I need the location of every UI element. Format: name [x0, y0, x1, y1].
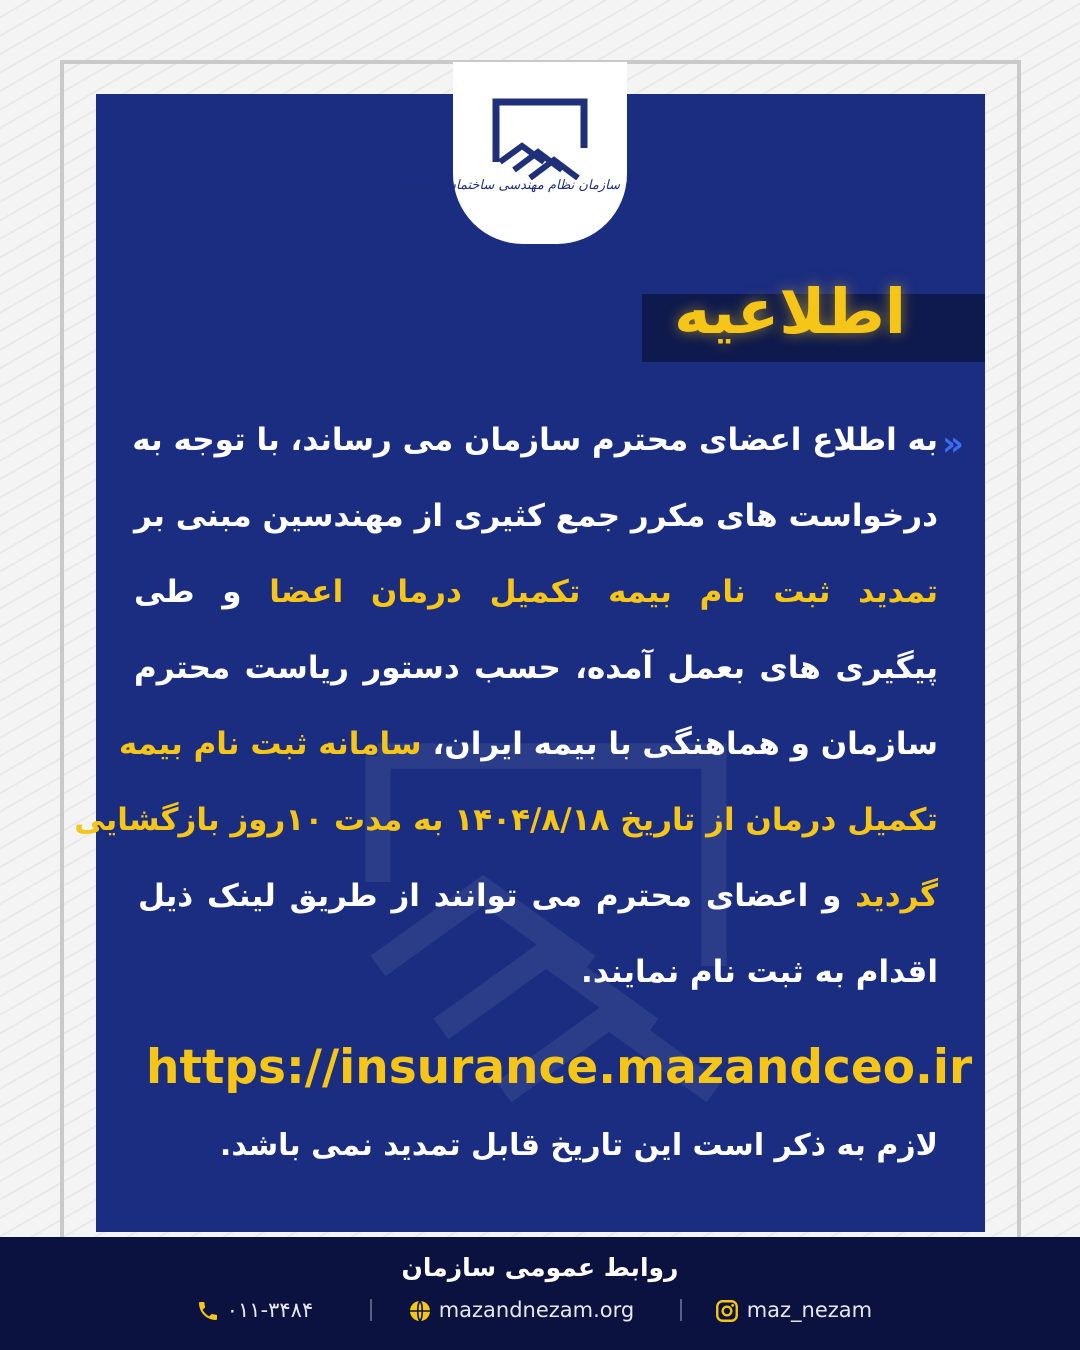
notice-line	[74, 798, 938, 842]
org-name: سازمان نظام مهندسی ساختمان مازندران	[395, 178, 620, 193]
notice-line	[132, 418, 938, 462]
notice-line	[134, 646, 938, 690]
notice-line	[581, 950, 938, 994]
body-text: پیگیری های بعمل آمده، حسب دستور ریاست محترم	[134, 650, 938, 686]
registration-link[interactable]: https://insurance.mazandceo.ir	[146, 1040, 973, 1095]
highlight-text: تمدید ثبت نام بیمه تکمیل درمان اعضا	[269, 574, 938, 610]
body-text: سازمان و هماهنگی با بیمه ایران،	[421, 726, 938, 762]
footer-instagram[interactable]	[714, 1294, 872, 1326]
body-text: به اطلاع اعضای محترم سازمان می رساند، با توجه به	[132, 422, 938, 458]
notice-line	[138, 874, 938, 918]
highlight-text: سامانه ثبت نام بیمه	[118, 726, 422, 762]
phone-icon	[196, 1299, 220, 1323]
highlight-text: تکمیل درمان از تاریخ ۱۴۰۴/۸/۱۸ به مدت ۱۰روز بازگشایی	[74, 802, 938, 838]
highlight-text: گردید	[855, 878, 938, 914]
org-logo-icon	[488, 96, 592, 180]
phone-number: ۰۱۱-۳۴۸۴	[226, 1298, 314, 1322]
notice-line	[134, 570, 938, 614]
globe-icon	[408, 1299, 432, 1323]
notice-line	[134, 494, 938, 538]
footer-title: روابط عمومی سازمان	[401, 1253, 679, 1282]
body-text: و اعضای محترم می توانند از طریق لینک ذیل	[138, 878, 856, 914]
instagram-icon	[714, 1298, 740, 1324]
body-text: و طی	[134, 574, 270, 610]
double-chevron-icon: »	[942, 424, 964, 464]
notice-line	[118, 722, 938, 766]
body-text: درخواست های مکرر جمع کثیری از مهندسین مبنی بر	[134, 498, 938, 534]
notice-footnote: لازم به ذکر است این تاریخ قابل تمدید نمی باشد.	[219, 1128, 938, 1163]
page-title: اطلاعیه	[674, 275, 906, 348]
website-text: mazandnezam.org	[438, 1298, 635, 1322]
footer-website[interactable]	[408, 1294, 634, 1326]
body-text: اقدام به ثبت نام نمایند.	[581, 954, 938, 990]
footer-divider	[370, 1299, 372, 1321]
footer-divider	[680, 1299, 682, 1321]
instagram-handle: maz_nezam	[746, 1298, 873, 1322]
footer-phone	[196, 1294, 313, 1326]
